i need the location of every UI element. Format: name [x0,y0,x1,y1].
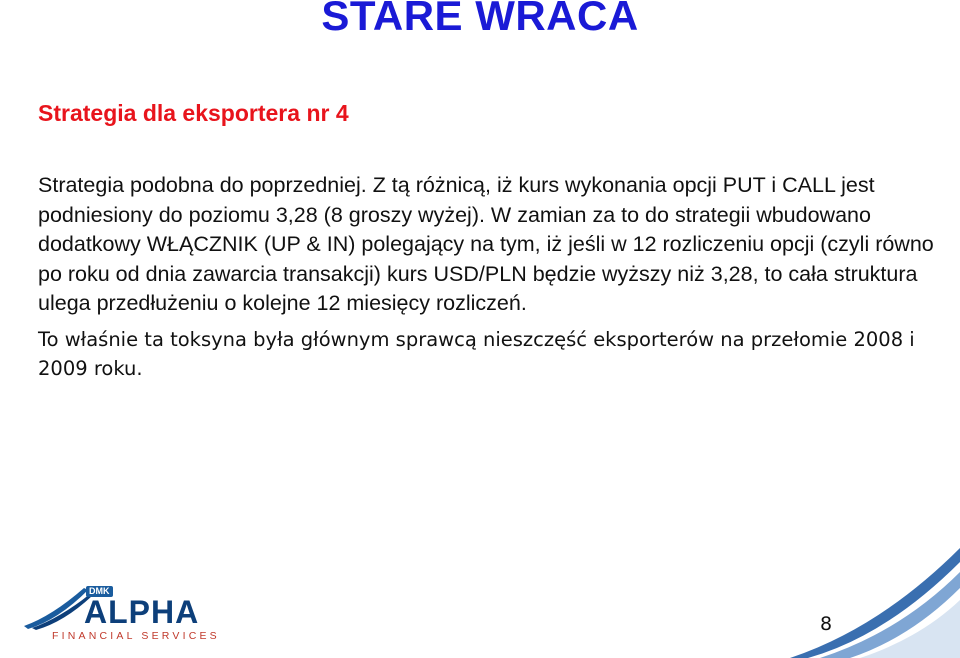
paragraph-strategy-description: Strategia podobna do poprzedniej. Z tą różnicą, iż kurs wykonania opcji PUT i CALL jest podniesiony do poziomu 3,28 (8 groszy wyżej). W zamian za to do strategii wbudowano dodatkowy WŁĄCZNIK (UP & IN) polegający na tym, iż jeśli w 12 rozliczeniu opcji (czyli równo po roku od dnia zawarcia transakcji) kurs USD/PLN będzie wyższy niż 3,28, to cała struktura ulega przedłużeniu o kolejne 12 miesięcy rozliczeń. [38,173,934,315]
slide-subtitle: Strategia dla eksportera nr 4 [38,100,349,126]
logo-badge: DMK [86,586,113,597]
slide-title: STARE WRACA [321,0,639,39]
paragraph-conclusion: To właśnie ta toksyna była głównym sprawcą nieszczęść eksporterów na przełomie 2008 i 2009 roku. [38,327,915,380]
logo-name: ALPHA [84,594,200,630]
logo-tagline: FINANCIAL SERVICES [52,630,220,642]
company-logo [22,586,220,646]
page-number: 8 [820,613,833,635]
logo-swoosh-icon [22,586,92,630]
slide-body [38,171,938,390]
corner-swoosh-icon [790,548,960,658]
